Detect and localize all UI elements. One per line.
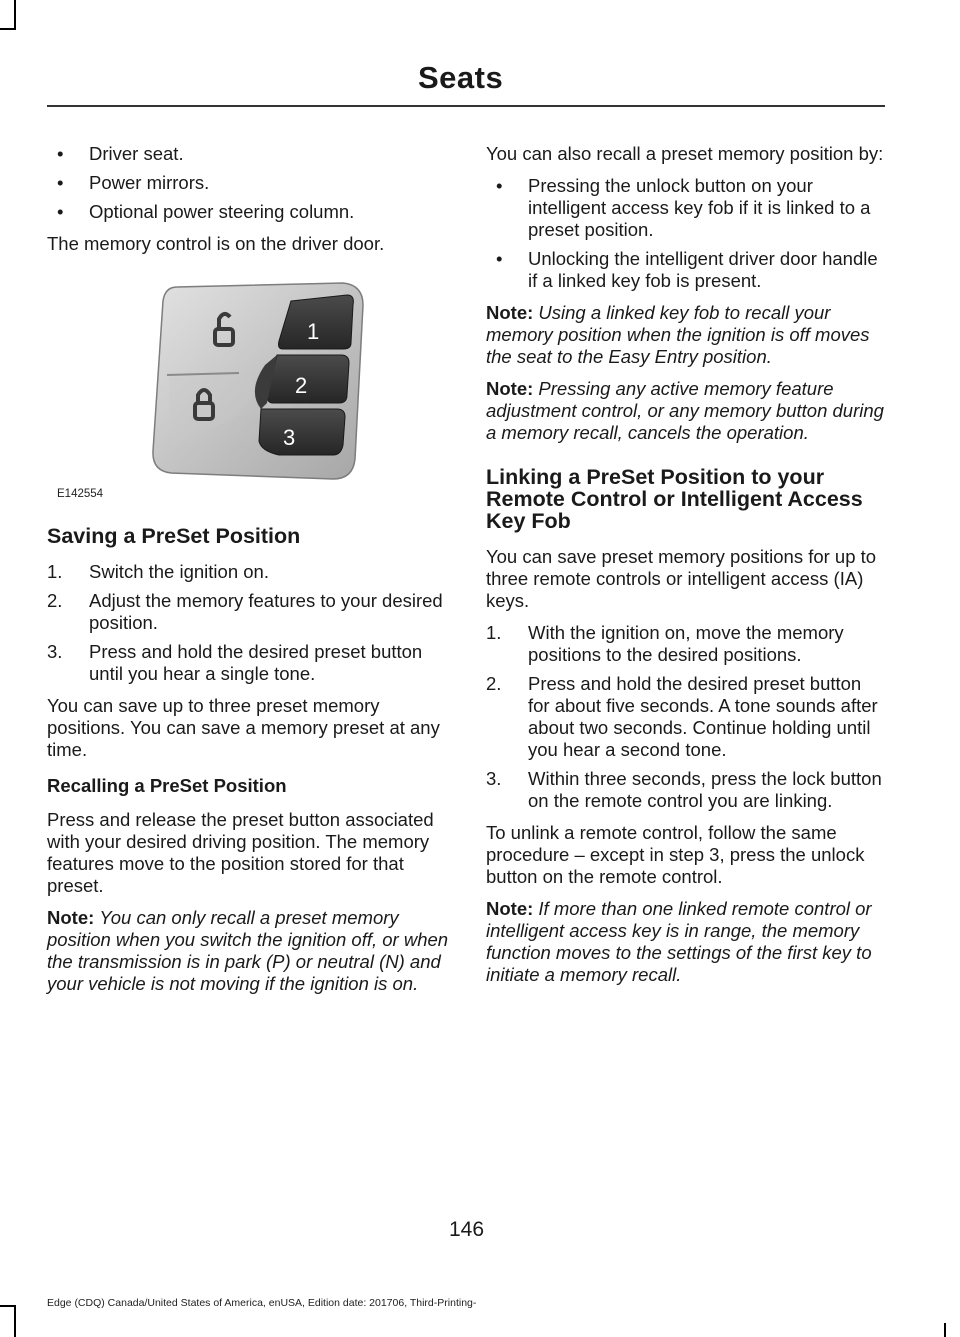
note: Note: Using a linked key fob to recall your memory position when the ignition is off moves the seat to the Easy Entry position. <box>486 302 870 367</box>
list-item: 2. Adjust the memory features to your desired position. <box>47 590 443 633</box>
linking-steps <box>486 622 884 812</box>
list-item: 3. Within three seconds, press the lock button on the remote control you are linking. <box>486 768 882 811</box>
memory-switch-illustration <box>47 265 449 505</box>
note: Note: You can only recall a preset memory position when you switch the ignition off, or when the transmission is in park (P) or neutral (N) and your vehicle is not moving if the ignition is on. <box>47 907 449 994</box>
left-column <box>47 143 449 1005</box>
list-item: 1. Switch the ignition on. <box>47 561 269 582</box>
saving-paragraph: You can save up to three preset memory positions. You can save a memory preset at any time. <box>47 695 440 760</box>
recall-intro: You can also recall a preset memory position by: <box>486 143 884 164</box>
linking-paragraph: You can save preset memory positions for up to three remote controls or intelligent access (IA) keys. <box>486 546 877 611</box>
header-rule <box>47 105 885 107</box>
crop-mark <box>0 1305 16 1307</box>
edition-footer: Edge (CDQ) Canada/United States of America, enUSA, Edition date: 201706, Third-Printing- <box>47 1297 477 1309</box>
right-column <box>486 143 884 996</box>
unlink-paragraph: To unlink a remote control, follow the same procedure – except in step 3, press the unlock button on the remote control. <box>486 822 865 887</box>
list-item: • Driver seat. <box>57 143 184 164</box>
preset-label: 1 <box>307 319 320 344</box>
feature-list <box>47 143 449 223</box>
page-title: Seats <box>418 60 504 95</box>
list-item: • Power mirrors. <box>57 172 210 193</box>
crop-mark <box>944 1323 946 1337</box>
note: Note: Pressing any active memory feature adjustment control, or any memory button during a memory recall, cancels the operation. <box>486 378 884 443</box>
preset-label: 2 <box>295 373 308 398</box>
list-item: • Unlocking the intelligent driver door handle if a linked key fob is present. <box>496 248 878 291</box>
section-heading-recalling: Recalling a PreSet Position <box>47 775 287 796</box>
saving-steps <box>47 561 449 685</box>
list-item: 1. With the ignition on, move the memory positions to the desired positions. <box>486 622 844 665</box>
recall-methods-list <box>486 175 884 292</box>
memory-control-figure <box>47 265 449 505</box>
note: Note: If more than one linked remote control or intelligent access key is in range, the memory function moves to the settings of the first key to initiate a memory recall. <box>486 898 872 985</box>
list-item: • Pressing the unlock button on your intelligent access key fob if it is linked to a preset position. <box>496 175 871 240</box>
preset-label: 3 <box>283 425 296 450</box>
section-heading-saving: Saving a PreSet Position <box>47 524 301 548</box>
crop-mark <box>14 1305 16 1337</box>
section-heading-linking: Linking a PreSet Position to your Remote Control or Intelligent Access Key Fob <box>486 465 863 533</box>
list-item: • Optional power steering column. <box>57 201 355 222</box>
intro-paragraph: The memory control is on the driver door. <box>47 233 385 254</box>
crop-mark <box>14 0 16 30</box>
recalling-paragraph: Press and release the preset button associated with your desired driving position. The memory features move to the position stored for that preset. <box>47 809 434 896</box>
page-number: 146 <box>448 1218 485 1241</box>
figure-code: E142554 <box>57 488 104 500</box>
list-item: 2. Press and hold the desired preset button for about five seconds. A tone sounds after about two seconds. Continue holding until you hear a second tone. <box>486 673 878 760</box>
crop-mark <box>0 28 16 30</box>
list-item: 3. Press and hold the desired preset button until you hear a single tone. <box>47 641 423 684</box>
